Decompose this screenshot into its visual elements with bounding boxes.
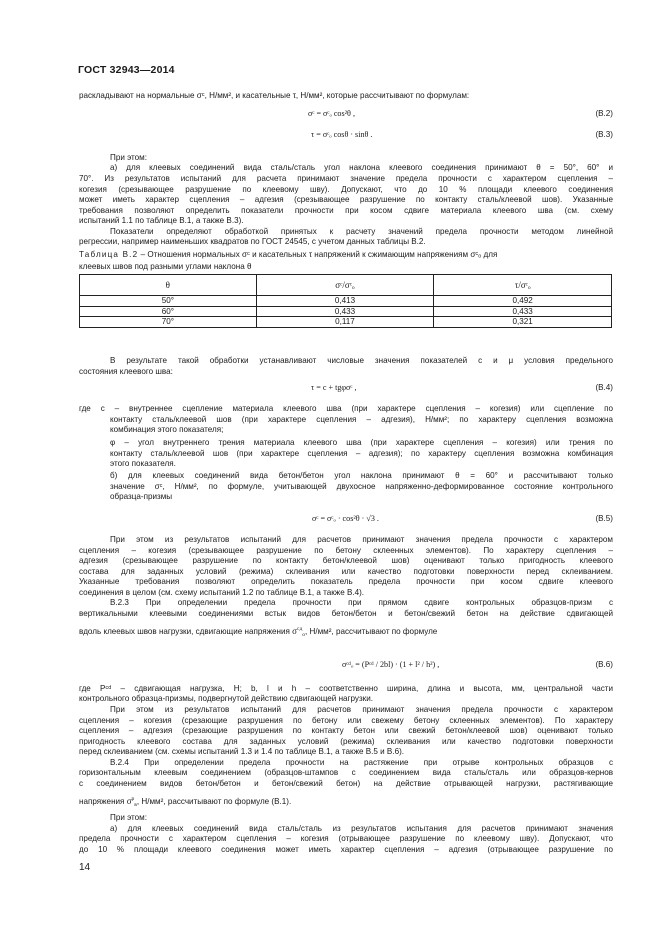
- equation-b6: σᶜᵈₒ = (Pᶜᵈ / 2bl) · (1 + l² / h²) ,: [342, 660, 440, 669]
- paragraph: При этом:: [110, 813, 147, 822]
- table-cell: 0,433: [434, 306, 612, 317]
- table-caption-title: Таблица В.2: [79, 250, 139, 259]
- paragraph-line: В.2.3 При определении предела прочности при прямом сдвиге контрольных образцов-призм с: [110, 598, 613, 607]
- equation-label: (В.4): [595, 383, 613, 392]
- paragraph-line: пригодность клеевого состава для заданных условий (режима) склеивания или качество подготовки поверхности: [79, 737, 613, 746]
- paragraph-line: образца-призмы: [110, 492, 173, 501]
- paragraph-line: где c – внутреннее сцепление материала клеевого шва (при характере сцепления – когезия) или сцепление по: [79, 404, 613, 413]
- paragraph-line: вертикальными клеевыми соединениями встык видов бетон/бетон и бетон/свежий бетон на действие сдвигающей: [79, 609, 613, 618]
- paragraph: При этом:: [110, 153, 147, 162]
- paragraph-line: При этом из результатов испытаний для расчетов принимают значения предела прочности с характером: [110, 535, 613, 544]
- paragraph-line: контрольного образца-призмы, подвергнутой действию сдвигающей нагрузки.: [79, 694, 373, 703]
- table-cell: 60°: [80, 306, 257, 317]
- page-number: 14: [79, 862, 91, 873]
- paragraph-line: когезия (срезывающее разрушение по клеевому шву). Допускают, что до 10 % площади клеевого соединения: [79, 185, 613, 194]
- equation-label: (В.5): [595, 514, 613, 523]
- paragraph: раскладывают на нормальные σᶜ, Н/мм², и касательные τ, Н/мм², которые рассчитывают по формулам:: [79, 91, 470, 100]
- paragraph-line: сцепления – адгезия (срезающие разрушения по контакту бетон или свежий бетон/клеевой шов) оценивают только: [79, 726, 613, 735]
- paragraph-line: адгезия (срезывающее разрушение по контакту бетон/клеевой шов) оценивают только пригодность клеевого: [79, 556, 613, 565]
- paragraph-line: может иметь характер сцепления – адгезия (срезывающее разрушение по контакту сталь/клеевой шов). Указанные: [79, 195, 613, 204]
- paragraph-line: В.2.4 При определении предела прочности на растяжение при отрыве контрольных образцов с: [110, 758, 613, 767]
- paragraph-line: где Pᶜᵈ – сдвигающая нагрузка, Н; b, l и h – соответственно ширина, длина и высота, мм, центральной части: [79, 684, 613, 693]
- ratio-table: [79, 274, 612, 328]
- paragraph-line: напряжения $\sigma^р_в$, Н/мм², рассчитывают по формуле (В.1).: [79, 796, 292, 808]
- equation-label: (В.6): [595, 660, 613, 669]
- paragraph-line: этого показателя.: [110, 459, 176, 468]
- paragraph-line: Указанные требования позволяют определить показатель предела прочности при косом сдвиге клеевого: [79, 577, 613, 586]
- column-header: θ: [80, 275, 257, 296]
- paragraph-line: контакту сталь/клеевой шов (при характере сцепления – адгезия), Н/мм²; по характеру сцепления возможна: [110, 415, 613, 424]
- table-caption-line2: клеевых швов под разными углами наклона θ: [79, 262, 252, 271]
- equation-label: (В.3): [595, 130, 613, 139]
- column-header: σᶜ/σᶜₒ: [256, 275, 434, 296]
- table-caption-text: – Отношения нормальных σᶜ и касательных τ напряжений к сжимающим напряжениям σᶜₒ для: [138, 250, 498, 259]
- table-row: [80, 296, 612, 307]
- table-cell: 0,413: [256, 296, 434, 307]
- paragraph-line: контакту сталь/клеевой шов (при характере сцепления – адгезия); по характеру сцепления возможна комбинация: [110, 449, 613, 458]
- table-cell: 0,117: [256, 317, 434, 328]
- paragraph-line: соединения в целом (см. схему испытаний 1.2 по таблице В.1, а также В.4).: [79, 588, 365, 597]
- paragraph-line: значение σᶜ, Н/мм², по формуле, учитывающей двухосное напряженно-деформированное состояние контрольного: [110, 482, 613, 491]
- paragraph-line: При этом из результатов испытаний для расчетов принимают значения предела прочности с характером: [110, 705, 613, 714]
- table-header-row: [80, 275, 612, 296]
- table-row: [80, 317, 612, 328]
- paragraph-line: требования позволяют определить показатели прочности при косом сдвиге материала клеевого шва (см. схему: [79, 206, 613, 215]
- paragraph-line: с соединением видов бетон/бетон и бетон/свежий бетон) на действие отрывающей нагрузки, растягивающие: [79, 779, 613, 788]
- paragraph-line: горизонтальным клеевым соединением (образцов-штампов с соединением вида сталь/сталь или образцов-кернов: [79, 768, 613, 777]
- table-row: [80, 306, 612, 317]
- paragraph-line: а) для клеевых соединений вида сталь/сталь угол наклона клеевого соединения принимают θ = 50°, 60° и: [110, 163, 613, 172]
- equation-b4: τ = c + tgφσᶜ ,: [311, 383, 357, 392]
- table-caption: [79, 250, 497, 261]
- table-cell: 0,433: [256, 306, 434, 317]
- paragraph-line: сцепления – когезия (срезывающее разрушение по бетону склеенных элементов). По характеру сцепления –: [79, 546, 613, 555]
- paragraph-line: регрессии, например наименьших квадратов по ГОСТ 24545, с учетом данных таблицы В.2.: [79, 237, 426, 246]
- column-header: τ/σᶜₒ: [434, 275, 612, 296]
- paragraph-line: φ – угол внутреннего трения материала клеевого шва (при характере сцепления – когезия) или трения по: [110, 438, 613, 447]
- paragraph-line: а) для клеевых соединений вида сталь/сталь из результатов испытания для расчетов принимают значения: [110, 824, 613, 833]
- paragraph-line: до 10 % площади клеевого соединения может иметь характер сцепления – адгезия (отрывающее разрушение по: [79, 845, 613, 854]
- table-cell: 70°: [80, 317, 257, 328]
- equation-b5: σᶜ = σᶜₒ · cos²θ · √3 .: [312, 514, 379, 523]
- paragraph-line: б) для клеевых соединений вида бетон/бетон угол наклона принимают θ = 60° и рассчитывают только: [110, 471, 613, 480]
- document-header: ГОСТ 32943—2014: [78, 64, 175, 76]
- table-cell: 0,321: [434, 317, 612, 328]
- paragraph-line: перед склеиванием (см. схемы испытаний 1.3 и 1.4 по таблице В.1, а также В.5 и В.6).: [79, 747, 405, 756]
- paragraph-line: комбинация этого показателя;: [110, 425, 224, 434]
- paragraph-line: 70°. Из результатов испытаний для расчета принимают значение предела прочности с характером сцепления –: [79, 174, 613, 183]
- text-run: , Н/мм², рассчитывают по формуле (В.1).: [136, 797, 292, 806]
- text-run: вдоль клеевых швов нагрузки, сдвигающие напряжения: [79, 627, 290, 636]
- equation-b3: τ = σᶜₒ cosθ · sinθ .: [311, 130, 373, 139]
- paragraph-line: состава для заданных условий (режима) склеивания или качество подготовки поверхности перед склеиванием.: [79, 567, 613, 576]
- text-run: напряжения: [79, 797, 125, 806]
- paragraph-line: состояния клеевого шва:: [79, 367, 173, 376]
- equation-label: (В.2): [595, 109, 613, 118]
- equation-b2: σᶜ = σᶜₒ cos²θ ,: [308, 109, 355, 118]
- text-run: , Н/мм², рассчитывают по формуле: [305, 627, 438, 636]
- paragraph-line: сцепления – когезия (срезающие разрушения по бетону или свежему бетону склеенных элементов). По характеру: [79, 716, 613, 725]
- table-cell: 0,492: [434, 296, 612, 307]
- paragraph-line: предела прочности с характером сцепления – когезия (отрывающее разрушение по клеевому шву). Допускают, что: [79, 834, 613, 843]
- paragraph-line: В результате такой обработки устанавливают числовые значения показателей c и μ условия предельного: [110, 356, 613, 365]
- paragraph-line: вдоль клеевых швов нагрузки, сдвигающие напряжения $\sigma^{сд}_о$, Н/мм², рассчитывают по формуле: [79, 626, 438, 638]
- paragraph-line: Показатели определяют обработкой принятых к расчету значений предела прочности методом линейной: [110, 227, 613, 236]
- table-cell: 50°: [80, 296, 257, 307]
- paragraph-line: испытаний 1.1 по таблице В.1, а также В.3).: [79, 216, 244, 225]
